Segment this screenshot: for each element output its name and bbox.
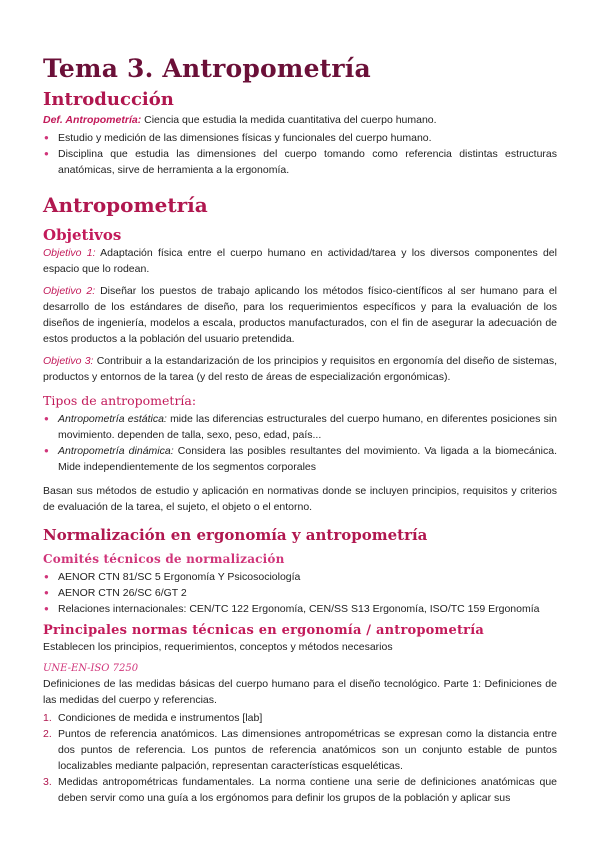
list-item <box>43 726 557 774</box>
list-item: ● AENOR CTN 81/SC 5 Ergonomía Y Psicosociología <box>43 569 557 585</box>
tipos-note: Basan sus métodos de estudio y aplicación en normativas donde se incluyen principios, requisitos y criterios de evaluación de la tarea, el sujeto, el objeto o el entorno. <box>43 485 557 513</box>
page-title: Tema 3. Antropometría <box>43 54 371 83</box>
tipo-text: Considera las posibles resultantes del movimiento. Va ligada a la biomecánica. Mide independientemente de los segmentos corporales <box>58 445 558 473</box>
objective-text: Contribuir a la estandarización de los principios y requisitos en ergonomía del diseño de sistemas, productos y entornos de la tarea (y del resto de áreas de especialización ergonómicas). <box>43 355 557 383</box>
normas-intro: Establecen los principios, requerimientos, conceptos y métodos necesarios <box>43 641 393 653</box>
list-item: ● Estudio y medición de las dimensiones físicas y funcionales del cuerpo humano. <box>43 130 557 146</box>
list-item <box>43 443 557 475</box>
list-item <box>43 774 557 806</box>
normas-heading: Principales normas técnicas en ergonomía / antropometría <box>43 623 484 638</box>
list-item: ● Disciplina que estudia las dimensiones del cuerpo tomando como referencia distintas estructuras anatómicas, sirve de herramienta a la ergonomía. <box>43 146 557 178</box>
definition <box>43 112 557 128</box>
intro-heading: Introducción <box>43 89 174 110</box>
list-text: Medidas antropométricas fundamentales. La norma contiene una serie de definiciones anatómicas que deben servir como una guía a los ergónomos para definir los grupos de la población y aplicar sus <box>58 776 557 804</box>
list-item <box>43 710 557 726</box>
objective-2 <box>43 283 557 347</box>
tipos-bullet-list <box>43 411 557 475</box>
tipo-text: mide las diferencias estructurales del cuerpo humano, en diferentes posiciones sin movimiento. dependen de talla, sexo, peso, edad, país... <box>58 413 557 441</box>
section-heading-antropometria: Antropometría <box>43 193 208 217</box>
objective-label: Objetivo 3: <box>43 355 94 367</box>
definition-text: Ciencia que estudia la medida cuantitativa del cuerpo humano. <box>144 114 437 126</box>
objective-1 <box>43 245 557 277</box>
list-number: 2. <box>43 728 52 740</box>
objective-label: Objetivo 2: <box>43 285 96 297</box>
normalizacion-heading: Normalización en ergonomía y antropometría <box>43 526 428 544</box>
definition-label: Def. Antropometría: <box>43 114 142 126</box>
objective-text: Diseñar los puestos de trabajo aplicando los métodos físico-científicos al ser humano para el desarrollo de los estándares de diseño, para los requerimientos específicos y para la evaluación de los diseños de ingeniería, modelos a escala, productos manufacturados, con el fin de asegurar la adecuación de estos productos a la población del usuario pretendida. <box>43 285 557 345</box>
tipo-label: Antropometría estática: <box>58 413 167 425</box>
list-number: 3. <box>43 776 52 788</box>
list-item <box>43 411 557 443</box>
comites-bullet-list <box>43 569 557 617</box>
list-item: ● Relaciones internacionales: CEN/TC 122 Ergonomía, CEN/SS S13 Ergonomía, ISO/TC 159 Ergonomía <box>43 601 557 617</box>
normas-numbered-list <box>43 710 557 806</box>
une-label: UNE-EN-ISO 7250 <box>43 663 139 674</box>
list-text: Condiciones de medida e instrumentos [lab] <box>58 712 263 724</box>
objective-label: Objetivo 1: <box>43 247 96 259</box>
comites-heading: Comités técnicos de normalización <box>43 552 285 566</box>
tipos-heading: Tipos de antropometría: <box>43 393 197 408</box>
objetivos-heading: Objetivos <box>43 226 122 244</box>
intro-bullet-list <box>43 130 557 178</box>
une-description: Definiciones de las medidas básicas del cuerpo humano para el diseño tecnológico. Parte 1: Definiciones de las medidas del cuerpo y referencias. <box>43 678 557 706</box>
tipo-label: Antropometría dinámica: <box>58 445 174 457</box>
objective-3 <box>43 353 557 385</box>
list-text: Puntos de referencia anatómicos. Las dimensiones antropométricas se expresan como la distancia entre dos puntos de referencia. Los puntos de referencia anatómicos son un conjunto estable de puntos localizables mediante palpación, representan características esqueléticas. <box>58 728 557 772</box>
list-number: 1. <box>43 712 52 724</box>
objective-text: Adaptación física entre el cuerpo humano en actividad/tarea y los diversos componentes del espacio que lo rodean. <box>43 247 557 275</box>
list-item: ● AENOR CTN 26/SC 6/GT 2 <box>43 585 557 601</box>
